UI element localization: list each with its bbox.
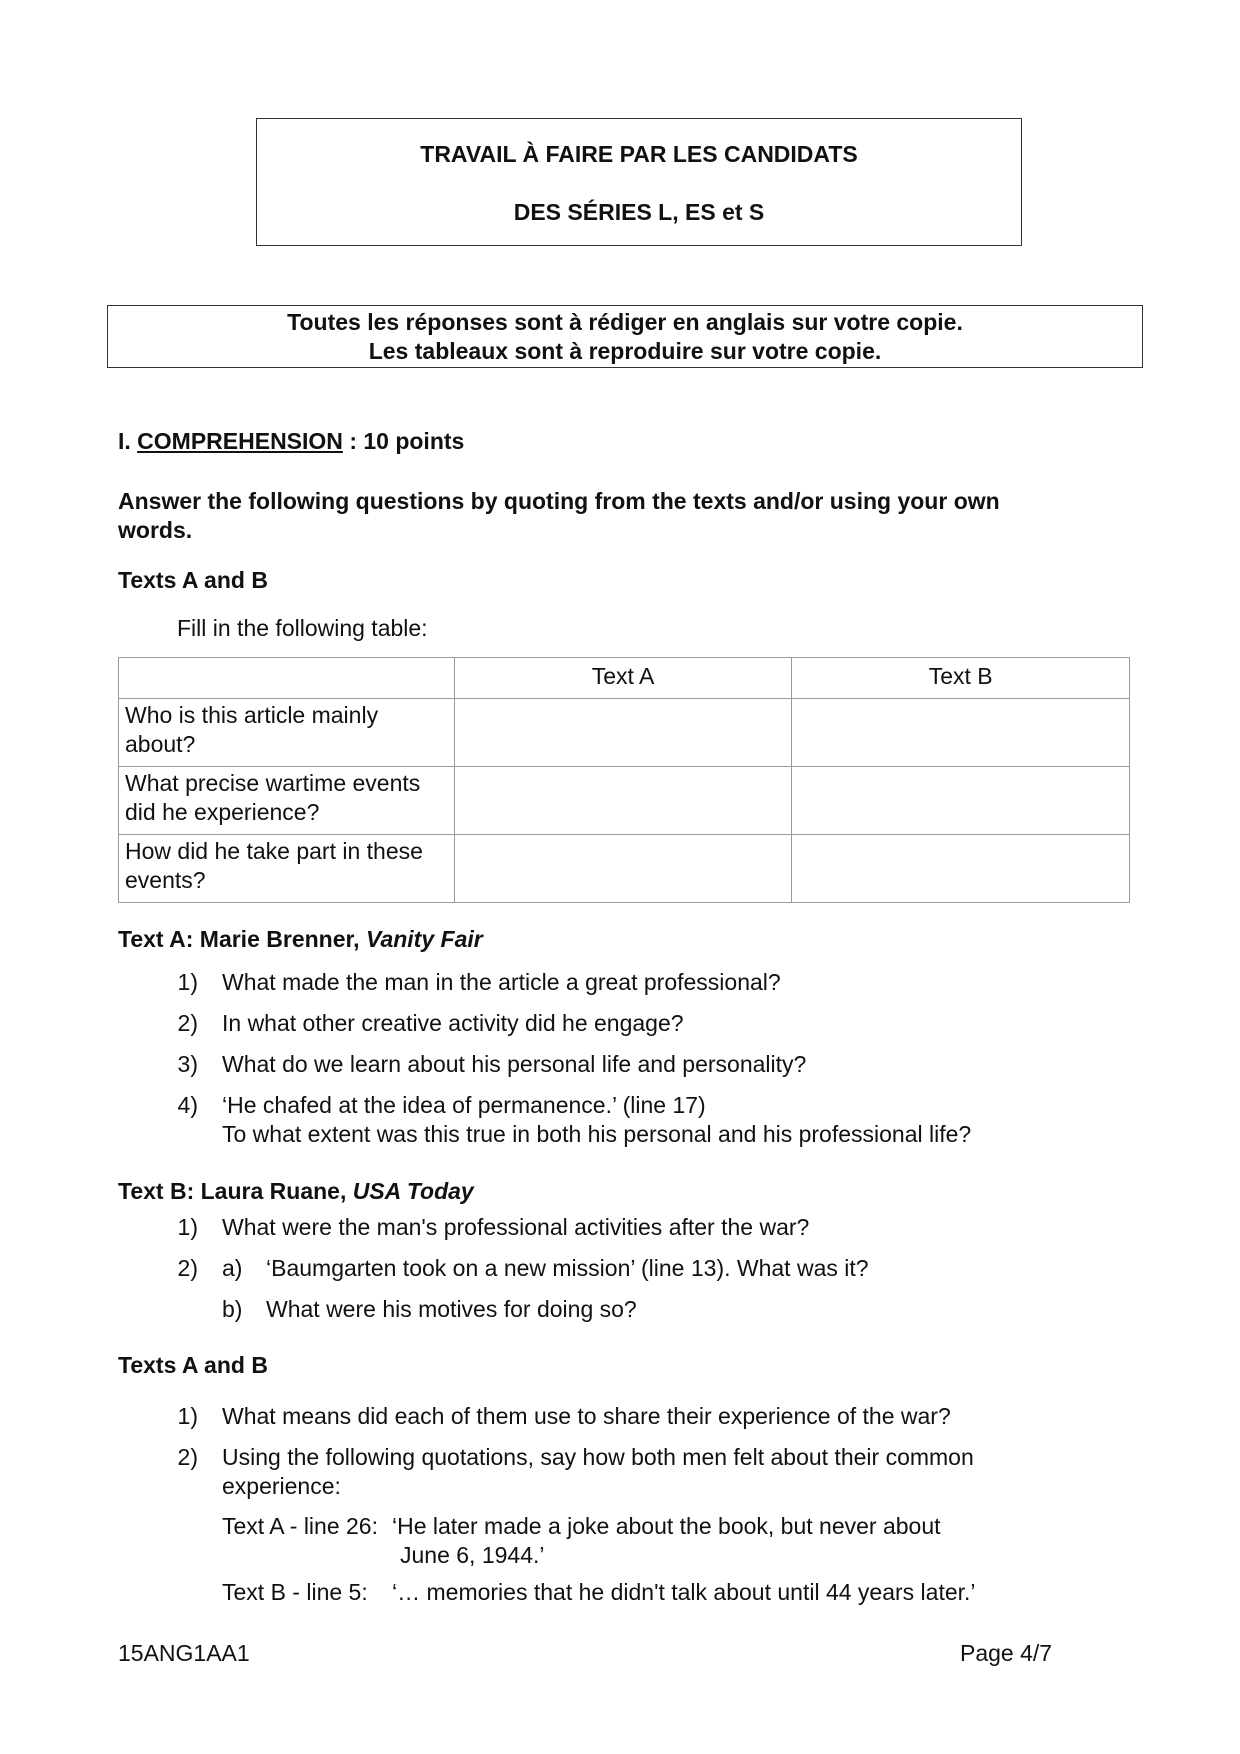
section-numeral: I. [118,428,131,454]
title-line-1: TRAVAIL À FAIRE PAR LES CANDIDATS [420,141,858,167]
table-header-empty [119,658,455,699]
title-line-2: DES SÉRIES L, ES et S [513,199,765,225]
section-points: : 10 points [349,428,465,454]
table-cell-text-a [454,767,792,835]
question-number: 3) [177,1051,198,1077]
quotation-label: Text B - line 5: [222,1579,368,1605]
question-number: 1) [177,1214,198,1240]
table-cell-text-b [792,699,1130,767]
section-heading [118,428,464,455]
question-text: What means did each of them use to share their experience of the war? [222,1403,951,1429]
table-header-text-a: Text A [454,658,792,699]
table-row-label [119,699,455,767]
quotation-text-continued: June 6, 1944.’ [400,1542,545,1568]
texts-ab-heading: Texts A and B [118,567,268,593]
row-label-line: about? [125,731,196,757]
title-box [256,118,1022,246]
table-header-text-b: Text B [792,658,1130,699]
quotation-label: Text A - line 26: [222,1513,378,1539]
table-row-label [119,767,455,835]
question-text: In what other creative activity did he engage? [222,1010,684,1036]
text-a-heading [118,926,483,953]
text-b-heading-author: Text B: Laura Ruane, [118,1178,353,1204]
question-text: What were his motives for doing so? [266,1296,637,1322]
footer-code: 15ANG1AA1 [118,1640,250,1666]
fill-table-prompt: Fill in the following table: [177,615,428,641]
question-text: What do we learn about his personal life and personality? [222,1051,807,1077]
text-b-heading-source: USA Today [352,1178,474,1204]
footer-page-number: Page 4/7 [960,1640,1053,1666]
table-row [119,835,1130,903]
subquestion-letter: b) [222,1296,243,1322]
table-row-label [119,835,455,903]
question-number: 1) [177,969,198,995]
row-label-line: events? [125,867,206,893]
question-text-continued: experience: [222,1473,341,1499]
question-number: 2) [177,1010,198,1036]
question-text: What made the man in the article a great professional? [222,969,781,995]
general-instruction-line-2: words. [118,517,193,543]
text-a-heading-source: Vanity Fair [365,926,483,952]
row-label-line: How did he take part in these [125,838,423,864]
row-label-line: Who is this article mainly [125,702,379,728]
subquestion-letter: a) [222,1255,243,1281]
question-number: 4) [177,1092,198,1118]
table-row [119,699,1130,767]
text-b-heading [118,1178,474,1205]
table-cell-text-b [792,767,1130,835]
text-a-heading-author: Text A: Marie Brenner, [118,926,366,952]
question-text: ‘Baumgarten took on a new mission’ (line 13). What was it? [266,1255,869,1281]
row-label-line: What precise wartime events [125,770,421,796]
table-row [119,767,1130,835]
question-text: Using the following quotations, say how both men felt about their common [222,1444,974,1470]
table-cell-text-b [792,835,1130,903]
instructions-box [107,305,1143,368]
table-cell-text-a [454,699,792,767]
question-number: 1) [177,1403,198,1429]
instructions-line-2: Les tableaux sont à reproduire sur votre copie. [368,338,882,364]
table-cell-text-a [454,835,792,903]
general-instruction [118,487,1000,545]
general-instruction-line-1: Answer the following questions by quoting from the texts and/or using your own [118,488,1000,514]
instructions-line-1: Toutes les réponses sont à rédiger en anglais sur votre copie. [287,309,963,335]
question-text-continued: To what extent was this true in both his personal and his professional life? [222,1121,972,1147]
question-text: ‘He chafed at the idea of permanence.’ (line 17) [222,1092,706,1118]
texts-ab-heading-2: Texts A and B [118,1352,268,1378]
quotation-text: ‘… memories that he didn't talk about until 44 years later.’ [392,1579,976,1605]
row-label-line: did he experience? [125,799,320,825]
section-title: COMPREHENSION [137,428,343,454]
question-number: 2) [177,1444,198,1470]
question-text: What were the man's professional activities after the war? [222,1214,810,1240]
answer-table [118,657,1130,903]
table-header-row [119,658,1130,699]
quotation-text: ‘He later made a joke about the book, but never about [392,1513,941,1539]
question-number: 2) [177,1255,198,1281]
